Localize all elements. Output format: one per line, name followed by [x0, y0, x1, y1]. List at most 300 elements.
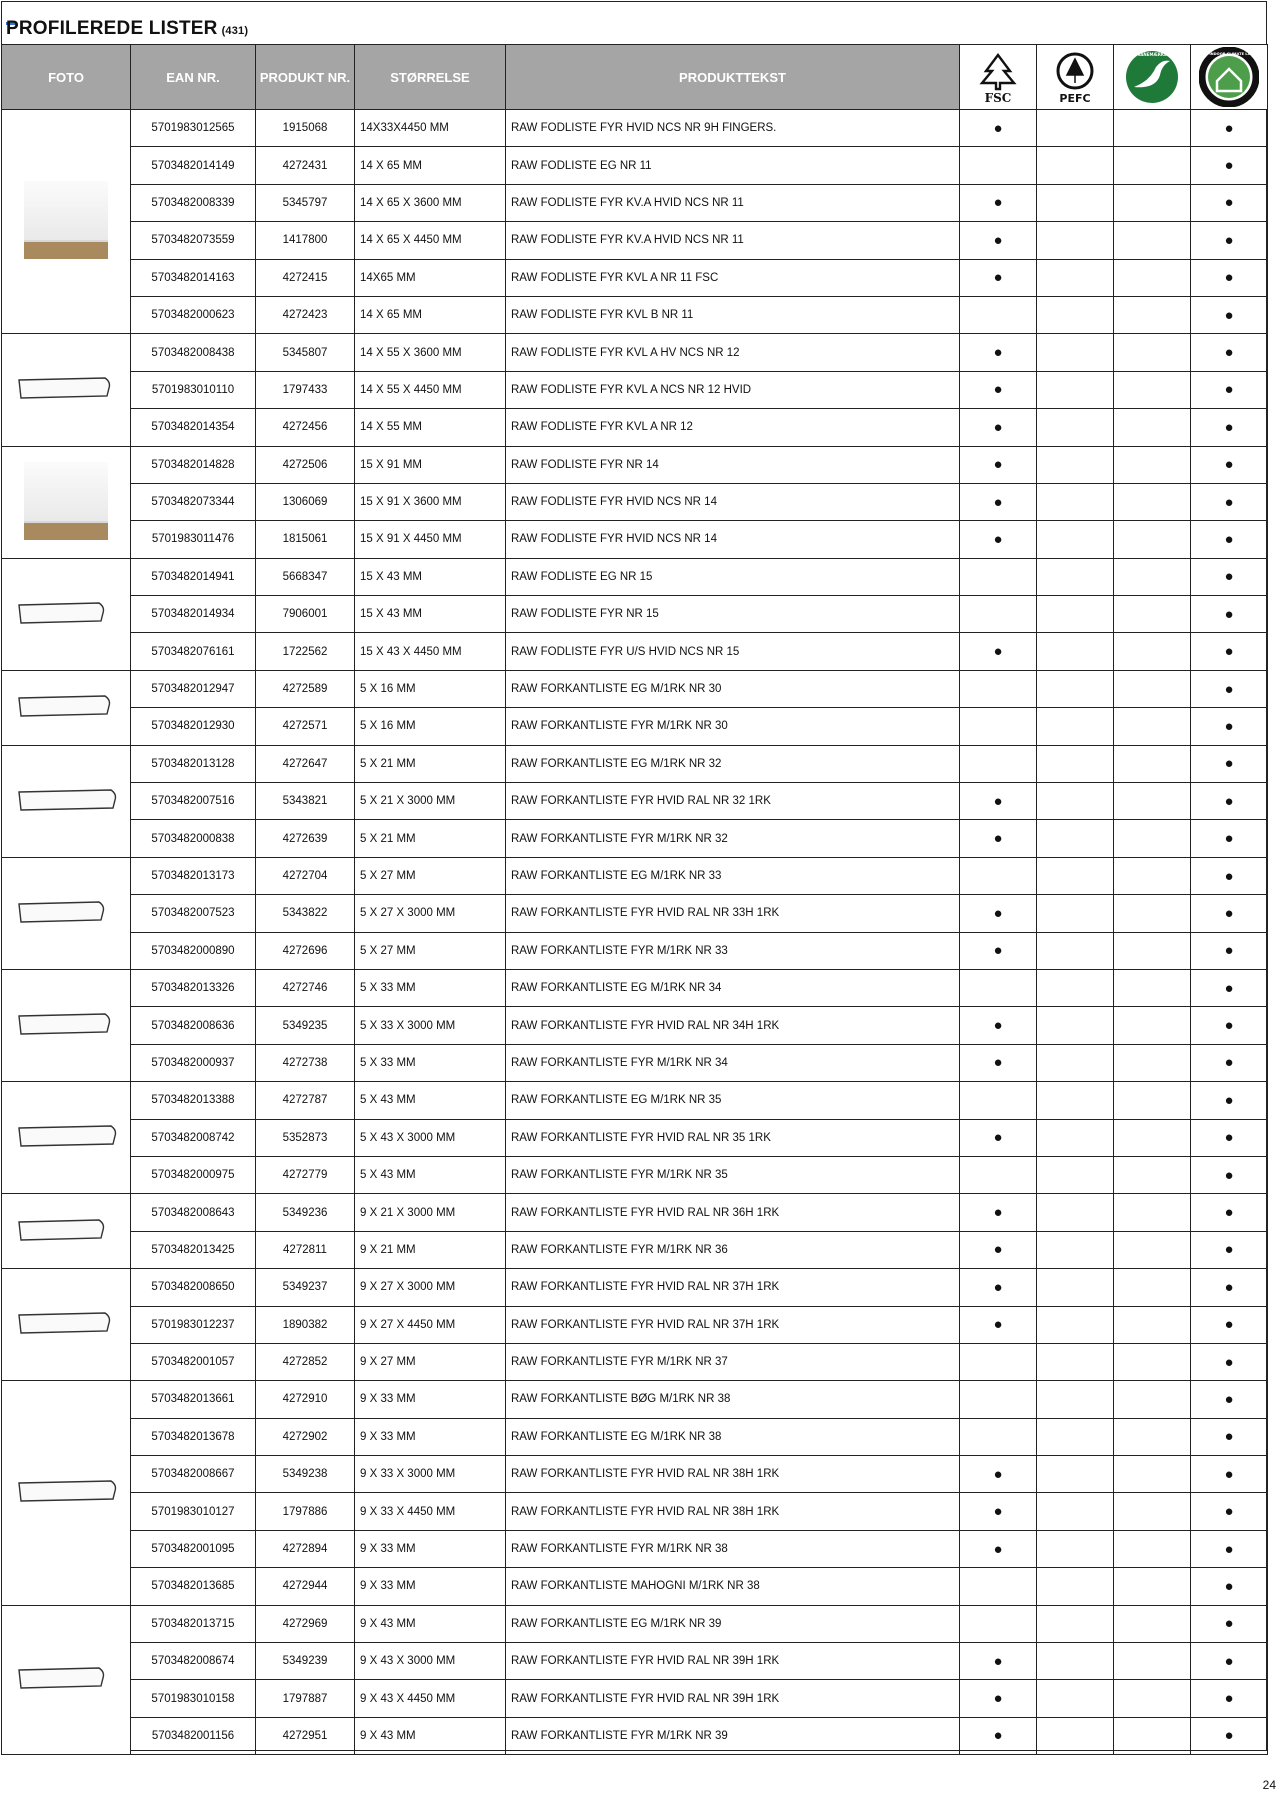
- produkt-nr-cell: 4272647: [256, 745, 355, 782]
- table-row: [2, 259, 1268, 296]
- svane-cert-cell: [1114, 1306, 1191, 1343]
- svane-cert-cell: [1114, 409, 1191, 446]
- svane-cert-cell: [1114, 670, 1191, 707]
- pefc-cert-cell: [1037, 222, 1114, 259]
- table-header-row: [2, 45, 1268, 110]
- produkt-nr-cell: 4272944: [256, 1568, 355, 1605]
- cert-dot-icon: ●: [1224, 456, 1234, 474]
- cert-dot-icon: ●: [1224, 643, 1234, 661]
- cert-dot-icon: ●: [1224, 1204, 1234, 1222]
- size-cell: 15 X 43 MM: [355, 558, 506, 595]
- table-row: [2, 1381, 1268, 1418]
- produkt-nr-cell: 5349238: [256, 1456, 355, 1493]
- produkt-nr-cell: 5343821: [256, 783, 355, 820]
- ean-cell: 5703482000937: [131, 1044, 256, 1081]
- cert-dot-icon: ●: [993, 344, 1003, 362]
- ean-cell: 5701983010158: [131, 1680, 256, 1717]
- icl-cert-cell: [1191, 521, 1268, 558]
- table-row: [2, 521, 1268, 558]
- produkt-nr-cell: 1915068: [256, 110, 355, 147]
- produkt-nr-cell: 4272738: [256, 1044, 355, 1081]
- produkt-nr-cell: 4272969: [256, 1605, 355, 1642]
- produkt-nr-cell: 1722562: [256, 633, 355, 670]
- ean-cell: 5703482014934: [131, 596, 256, 633]
- fsc-cert-cell: [960, 670, 1037, 707]
- cert-dot-icon: ●: [1224, 157, 1234, 175]
- cert-dot-icon: ●: [993, 1278, 1003, 1296]
- produkt-nr-cell: 1890382: [256, 1306, 355, 1343]
- ean-cell: 5703482000623: [131, 296, 256, 333]
- product-photo-cell: [2, 670, 131, 745]
- product-text-cell: RAW FORKANTLISTE FYR HVID RAL NR 32 1RK: [506, 783, 960, 820]
- cert-dot-icon: ●: [993, 456, 1003, 474]
- produkt-nr-cell: 4272431: [256, 147, 355, 184]
- fsc-cert-cell: [960, 222, 1037, 259]
- pefc-cert-cell: [1037, 521, 1114, 558]
- icl-cert-cell: [1191, 708, 1268, 745]
- ean-cell: 5703482000975: [131, 1156, 256, 1193]
- produkt-nr-cell: 4272704: [256, 857, 355, 894]
- size-cell: 14 X 55 X 3600 MM: [355, 334, 506, 371]
- produkt-nr-cell: 4272951: [256, 1717, 355, 1754]
- fsc-cert-cell: [960, 1044, 1037, 1081]
- pefc-cert-cell: [1037, 184, 1114, 221]
- icl-cert-cell: [1191, 783, 1268, 820]
- fsc-cert-cell: [960, 1568, 1037, 1605]
- product-photo-cell: [2, 1082, 131, 1194]
- svane-cert-cell: [1114, 969, 1191, 1006]
- size-cell: 14 X 65 X 3600 MM: [355, 184, 506, 221]
- table-row: [2, 1269, 1268, 1306]
- pefc-cert-cell: [1037, 1119, 1114, 1156]
- icl-label: THE INDOOR CLIMATE LABEL: [1200, 52, 1258, 56]
- product-text-cell: RAW FORKANTLISTE FYR HVID RAL NR 38H 1RK: [506, 1493, 960, 1530]
- table-row: [2, 1231, 1268, 1268]
- cert-dot-icon: ●: [1224, 755, 1234, 773]
- cert-dot-icon: ●: [993, 792, 1003, 810]
- fsc-cert-cell: [960, 1530, 1037, 1567]
- svane-cert-cell: [1114, 1643, 1191, 1680]
- ean-cell: 5703482008667: [131, 1456, 256, 1493]
- size-cell: 5 X 43 X 3000 MM: [355, 1119, 506, 1156]
- produkt-nr-cell: 4272894: [256, 1530, 355, 1567]
- ean-cell: 5703482012930: [131, 708, 256, 745]
- fsc-cert-cell: [960, 184, 1037, 221]
- ean-cell: 5703482000890: [131, 932, 256, 969]
- svane-cert-cell: [1114, 1044, 1191, 1081]
- icl-cert-cell: [1191, 1343, 1268, 1380]
- product-photo-profile: [11, 780, 121, 820]
- size-cell: 14 X 65 X 4450 MM: [355, 222, 506, 259]
- product-photo-profile: [11, 1658, 121, 1698]
- product-text-cell: RAW FORKANTLISTE EG M/1RK NR 35: [506, 1082, 960, 1119]
- produkt-nr-cell: 5349239: [256, 1643, 355, 1680]
- product-text-cell: RAW FODLISTE FYR KV.A HVID NCS NR 11: [506, 222, 960, 259]
- icl-cert-cell: [1191, 1568, 1268, 1605]
- pefc-cert-cell: [1037, 1156, 1114, 1193]
- size-cell: 5 X 27 X 3000 MM: [355, 895, 506, 932]
- table-row: [2, 932, 1268, 969]
- cert-dot-icon: ●: [993, 231, 1003, 249]
- produkt-nr-cell: 4272639: [256, 820, 355, 857]
- pefc-cert-cell: [1037, 1605, 1114, 1642]
- product-text-cell: RAW FODLISTE FYR U/S HVID NCS NR 15: [506, 633, 960, 670]
- icl-cert-cell: [1191, 1717, 1268, 1754]
- table-row: [2, 334, 1268, 371]
- table-row: [2, 1605, 1268, 1642]
- product-text-cell: RAW FORKANTLISTE EG M/1RK NR 33: [506, 857, 960, 894]
- cert-dot-icon: ●: [993, 1017, 1003, 1035]
- produkt-nr-cell: 4272811: [256, 1231, 355, 1268]
- pefc-cert-cell: [1037, 1456, 1114, 1493]
- pefc-cert-cell: [1037, 446, 1114, 483]
- pefc-cert-cell: [1037, 1680, 1114, 1717]
- pefc-cert-cell: [1037, 932, 1114, 969]
- table-row: [2, 633, 1268, 670]
- icl-cert-cell: [1191, 446, 1268, 483]
- icl-cert-cell: [1191, 371, 1268, 408]
- table-row: [2, 409, 1268, 446]
- cert-dot-icon: ●: [1224, 1615, 1234, 1633]
- ean-cell: 5703482013425: [131, 1231, 256, 1268]
- size-cell: 5 X 33 MM: [355, 1044, 506, 1081]
- produkt-nr-cell: 4272506: [256, 446, 355, 483]
- fsc-cert-cell: [960, 558, 1037, 595]
- fsc-cert-cell: [960, 708, 1037, 745]
- product-photo-profile: [11, 686, 121, 726]
- size-cell: 5 X 21 MM: [355, 745, 506, 782]
- ean-cell: 5703482008339: [131, 184, 256, 221]
- cert-dot-icon: ●: [1224, 231, 1234, 249]
- pefc-cert-cell: [1037, 1194, 1114, 1231]
- cert-dot-icon: ●: [993, 493, 1003, 511]
- product-photo-cell: [2, 969, 131, 1081]
- cert-dot-icon: ●: [1224, 1353, 1234, 1371]
- table-row: [2, 1680, 1268, 1717]
- table-row: [2, 1044, 1268, 1081]
- svane-cert-cell: [1114, 1343, 1191, 1380]
- produkt-nr-cell: 4272456: [256, 409, 355, 446]
- icl-cert-cell: [1191, 1269, 1268, 1306]
- ean-cell: 5703482013173: [131, 857, 256, 894]
- fsc-cert-cell: [960, 1418, 1037, 1455]
- pefc-cert-cell: [1037, 296, 1114, 333]
- icl-cert-cell: [1191, 596, 1268, 633]
- table-row: [2, 558, 1268, 595]
- ean-cell: 5701983010110: [131, 371, 256, 408]
- produkt-nr-cell: 5349236: [256, 1194, 355, 1231]
- size-cell: 5 X 43 MM: [355, 1156, 506, 1193]
- pefc-cert-cell: [1037, 1231, 1114, 1268]
- svane-cert-cell: [1114, 857, 1191, 894]
- product-text-cell: RAW FORKANTLISTE EG M/1RK NR 38: [506, 1418, 960, 1455]
- cert-dot-icon: ●: [993, 1316, 1003, 1334]
- fsc-cert-cell: [960, 110, 1037, 147]
- fsc-cert-cell: [960, 820, 1037, 857]
- size-cell: 9 X 43 MM: [355, 1717, 506, 1754]
- size-cell: 15 X 43 X 4450 MM: [355, 633, 506, 670]
- size-cell: 15 X 91 X 3600 MM: [355, 483, 506, 520]
- size-cell: 15 X 43 MM: [355, 596, 506, 633]
- cert-dot-icon: ●: [1224, 194, 1234, 212]
- fsc-cert-cell: [960, 633, 1037, 670]
- svane-cert-cell: [1114, 1418, 1191, 1455]
- icl-cert-cell: [1191, 222, 1268, 259]
- pefc-cert-cell: [1037, 1418, 1114, 1455]
- produkt-nr-cell: 5668347: [256, 558, 355, 595]
- size-cell: 5 X 21 MM: [355, 820, 506, 857]
- size-cell: 14 X 65 MM: [355, 147, 506, 184]
- page-number: 24: [1262, 1778, 1276, 1792]
- ean-cell: 5703482007523: [131, 895, 256, 932]
- cert-dot-icon: ●: [993, 1652, 1003, 1670]
- pefc-cert-cell: [1037, 1044, 1114, 1081]
- table-row: [2, 147, 1268, 184]
- icl-cert-cell: [1191, 558, 1268, 595]
- header-fsc: [960, 45, 1037, 110]
- product-text-cell: RAW FORKANTLISTE FYR M/1RK NR 30: [506, 708, 960, 745]
- pefc-cert-cell: [1037, 633, 1114, 670]
- product-text-cell: RAW FORKANTLISTE EG M/1RK NR 32: [506, 745, 960, 782]
- svane-cert-cell: [1114, 1082, 1191, 1119]
- fsc-cert-cell: [960, 1082, 1037, 1119]
- icl-cert-cell: [1191, 895, 1268, 932]
- pefc-cert-cell: [1037, 1493, 1114, 1530]
- product-photo-block: [18, 177, 114, 263]
- icl-cert-cell: [1191, 670, 1268, 707]
- product-text-cell: RAW FODLISTE FYR KV.A HVID NCS NR 11: [506, 184, 960, 221]
- table-row: [2, 371, 1268, 408]
- pefc-cert-cell: [1037, 1530, 1114, 1567]
- page-title-text: PROFILEREDE LISTER: [6, 18, 218, 39]
- produkt-nr-cell: 7906001: [256, 596, 355, 633]
- product-text-cell: RAW FORKANTLISTE FYR HVID RAL NR 37H 1RK: [506, 1306, 960, 1343]
- table-row: [2, 745, 1268, 782]
- product-text-cell: RAW FODLISTE FYR NR 14: [506, 446, 960, 483]
- svane-cert-cell: [1114, 334, 1191, 371]
- icl-cert-cell: [1191, 296, 1268, 333]
- svane-label: SVANEMÆRKET: [1134, 52, 1170, 57]
- ean-cell: 5703482073559: [131, 222, 256, 259]
- product-text-cell: RAW FODLISTE FYR KVL A NR 12: [506, 409, 960, 446]
- cert-dot-icon: ●: [1224, 1652, 1234, 1670]
- pefc-cert-cell: [1037, 409, 1114, 446]
- cert-dot-icon: ●: [993, 1241, 1003, 1259]
- icl-cert-cell: [1191, 1044, 1268, 1081]
- fsc-cert-cell: [960, 1269, 1037, 1306]
- produkt-nr-cell: 5343822: [256, 895, 355, 932]
- table-row: [2, 1007, 1268, 1044]
- produkt-nr-cell: 1797887: [256, 1680, 355, 1717]
- product-table: [1, 44, 1268, 1755]
- size-cell: 9 X 33 MM: [355, 1568, 506, 1605]
- pefc-cert-cell: [1037, 1306, 1114, 1343]
- product-text-cell: RAW FODLISTE FYR HVID NCS NR 9H FINGERS.: [506, 110, 960, 147]
- pefc-logo-icon: [1047, 49, 1103, 105]
- cert-dot-icon: ●: [993, 418, 1003, 436]
- product-text-cell: RAW FORKANTLISTE FYR M/1RK NR 34: [506, 1044, 960, 1081]
- size-cell: 5 X 27 MM: [355, 932, 506, 969]
- size-cell: 9 X 27 X 3000 MM: [355, 1269, 506, 1306]
- fsc-cert-cell: [960, 1680, 1037, 1717]
- ean-cell: 5701983011476: [131, 521, 256, 558]
- cert-dot-icon: ●: [1224, 1241, 1234, 1259]
- fsc-cert-cell: [960, 259, 1037, 296]
- cert-dot-icon: ●: [1224, 1577, 1234, 1595]
- product-photo-cell: [2, 1194, 131, 1269]
- size-cell: 9 X 27 X 4450 MM: [355, 1306, 506, 1343]
- produkt-nr-cell: 4272910: [256, 1381, 355, 1418]
- pefc-cert-cell: [1037, 147, 1114, 184]
- product-photo-profile: [11, 368, 121, 408]
- pefc-cert-cell: [1037, 1343, 1114, 1380]
- product-text-cell: RAW FODLISTE FYR HVID NCS NR 14: [506, 483, 960, 520]
- size-cell: 9 X 21 MM: [355, 1231, 506, 1268]
- cert-dot-icon: ●: [1224, 1540, 1234, 1558]
- product-text-cell: RAW FORKANTLISTE FYR HVID RAL NR 36H 1RK: [506, 1194, 960, 1231]
- icl-cert-cell: [1191, 483, 1268, 520]
- fsc-cert-cell: [960, 1643, 1037, 1680]
- svane-cert-cell: [1114, 483, 1191, 520]
- icl-cert-cell: [1191, 932, 1268, 969]
- product-text-cell: RAW FODLISTE FYR KVL A NCS NR 12 HVID: [506, 371, 960, 408]
- product-text-cell: RAW FODLISTE EG NR 11: [506, 147, 960, 184]
- fsc-cert-cell: [960, 1194, 1037, 1231]
- product-text-cell: RAW FODLISTE FYR HVID NCS NR 14: [506, 521, 960, 558]
- ean-cell: 5703482008643: [131, 1194, 256, 1231]
- svane-cert-cell: [1114, 184, 1191, 221]
- produkt-nr-cell: 4272423: [256, 296, 355, 333]
- cert-dot-icon: ●: [1224, 605, 1234, 623]
- cert-dot-icon: ●: [993, 1727, 1003, 1745]
- product-text-cell: RAW FORKANTLISTE EG M/1RK NR 39: [506, 1605, 960, 1642]
- cert-dot-icon: ●: [993, 1204, 1003, 1222]
- cert-dot-icon: ●: [1224, 1690, 1234, 1708]
- icl-cert-cell: [1191, 1418, 1268, 1455]
- product-photo-profile: [11, 892, 121, 932]
- svane-cert-cell: [1114, 1231, 1191, 1268]
- icl-cert-cell: [1191, 1231, 1268, 1268]
- produkt-nr-cell: 1797433: [256, 371, 355, 408]
- svane-cert-cell: [1114, 259, 1191, 296]
- page-title: [6, 18, 248, 40]
- svane-cert-cell: [1114, 708, 1191, 745]
- table-row: [2, 1530, 1268, 1567]
- product-text-cell: RAW FODLISTE FYR NR 15: [506, 596, 960, 633]
- pefc-cert-cell: [1037, 1007, 1114, 1044]
- ean-cell: 5703482007516: [131, 783, 256, 820]
- cert-dot-icon: ●: [993, 194, 1003, 212]
- product-text-cell: RAW FORKANTLISTE FYR M/1RK NR 38: [506, 1530, 960, 1567]
- svane-cert-cell: [1114, 1717, 1191, 1754]
- icl-cert-cell: [1191, 184, 1268, 221]
- ean-cell: 5703482008438: [131, 334, 256, 371]
- icl-cert-cell: [1191, 1119, 1268, 1156]
- cert-dot-icon: ●: [993, 904, 1003, 922]
- cert-dot-icon: ●: [1224, 867, 1234, 885]
- svane-cert-cell: [1114, 446, 1191, 483]
- fsc-cert-cell: [960, 409, 1037, 446]
- svane-cert-cell: [1114, 558, 1191, 595]
- ean-cell: 5703482001057: [131, 1343, 256, 1380]
- icl-cert-cell: [1191, 1156, 1268, 1193]
- svane-cert-cell: [1114, 521, 1191, 558]
- cert-dot-icon: ●: [1224, 1129, 1234, 1147]
- product-text-cell: RAW FORKANTLISTE FYR M/1RK NR 37: [506, 1343, 960, 1380]
- table-row: [2, 184, 1268, 221]
- pefc-cert-cell: [1037, 857, 1114, 894]
- fsc-cert-cell: [960, 895, 1037, 932]
- table-row: [2, 969, 1268, 1006]
- header-stoerrelse: STØRRELSE: [355, 45, 506, 110]
- cert-dot-icon: ●: [993, 1465, 1003, 1483]
- cert-dot-icon: ●: [1224, 942, 1234, 960]
- product-photo-profile: [11, 1210, 121, 1250]
- table-row: [2, 820, 1268, 857]
- table-row: [2, 1717, 1268, 1754]
- pefc-cert-cell: [1037, 596, 1114, 633]
- fsc-cert-cell: [960, 969, 1037, 1006]
- ean-cell: 5703482013715: [131, 1605, 256, 1642]
- table-row: [2, 1456, 1268, 1493]
- product-text-cell: RAW FODLISTE EG NR 15: [506, 558, 960, 595]
- cert-dot-icon: ●: [1224, 568, 1234, 586]
- svane-cert-cell: [1114, 745, 1191, 782]
- size-cell: 9 X 33 MM: [355, 1381, 506, 1418]
- cert-dot-icon: ●: [1224, 1278, 1234, 1296]
- fsc-cert-cell: [960, 745, 1037, 782]
- ean-cell: 5701983012237: [131, 1306, 256, 1343]
- fsc-cert-cell: [960, 1493, 1037, 1530]
- fsc-cert-cell: [960, 1381, 1037, 1418]
- icl-cert-cell: [1191, 1456, 1268, 1493]
- cert-dot-icon: ●: [1224, 344, 1234, 362]
- size-cell: 9 X 27 MM: [355, 1343, 506, 1380]
- product-photo-profile: [11, 593, 121, 633]
- product-text-cell: RAW FODLISTE FYR KVL A HV NCS NR 12: [506, 334, 960, 371]
- product-text-cell: RAW FORKANTLISTE FYR HVID RAL NR 39H 1RK: [506, 1643, 960, 1680]
- icl-cert-cell: [1191, 1194, 1268, 1231]
- fsc-cert-cell: [960, 334, 1037, 371]
- pefc-cert-cell: [1037, 371, 1114, 408]
- icl-cert-cell: [1191, 1643, 1268, 1680]
- cert-dot-icon: ●: [1224, 530, 1234, 548]
- svane-cert-cell: [1114, 1119, 1191, 1156]
- cert-dot-icon: ●: [993, 269, 1003, 287]
- size-cell: 14 X 55 MM: [355, 409, 506, 446]
- cert-dot-icon: ●: [993, 942, 1003, 960]
- size-cell: 5 X 33 X 3000 MM: [355, 1007, 506, 1044]
- svane-cert-cell: [1114, 1605, 1191, 1642]
- header-svanemaerket: [1114, 45, 1191, 110]
- size-cell: 9 X 43 MM: [355, 1605, 506, 1642]
- cert-dot-icon: ●: [1224, 306, 1234, 324]
- product-text-cell: RAW FORKANTLISTE FYR M/1RK NR 39: [506, 1717, 960, 1754]
- icl-cert-cell: [1191, 1306, 1268, 1343]
- product-text-cell: RAW FORKANTLISTE FYR HVID RAL NR 33H 1RK: [506, 895, 960, 932]
- size-cell: 5 X 21 X 3000 MM: [355, 783, 506, 820]
- ean-cell: 5703482013326: [131, 969, 256, 1006]
- pefc-cert-cell: [1037, 334, 1114, 371]
- icl-cert-cell: [1191, 1082, 1268, 1119]
- ean-cell: 5703482001095: [131, 1530, 256, 1567]
- size-cell: 14 X 55 X 4450 MM: [355, 371, 506, 408]
- size-cell: 5 X 16 MM: [355, 670, 506, 707]
- size-cell: 15 X 91 MM: [355, 446, 506, 483]
- product-text-cell: RAW FODLISTE FYR KVL B NR 11: [506, 296, 960, 333]
- produkt-nr-cell: 5349237: [256, 1269, 355, 1306]
- svane-cert-cell: [1114, 222, 1191, 259]
